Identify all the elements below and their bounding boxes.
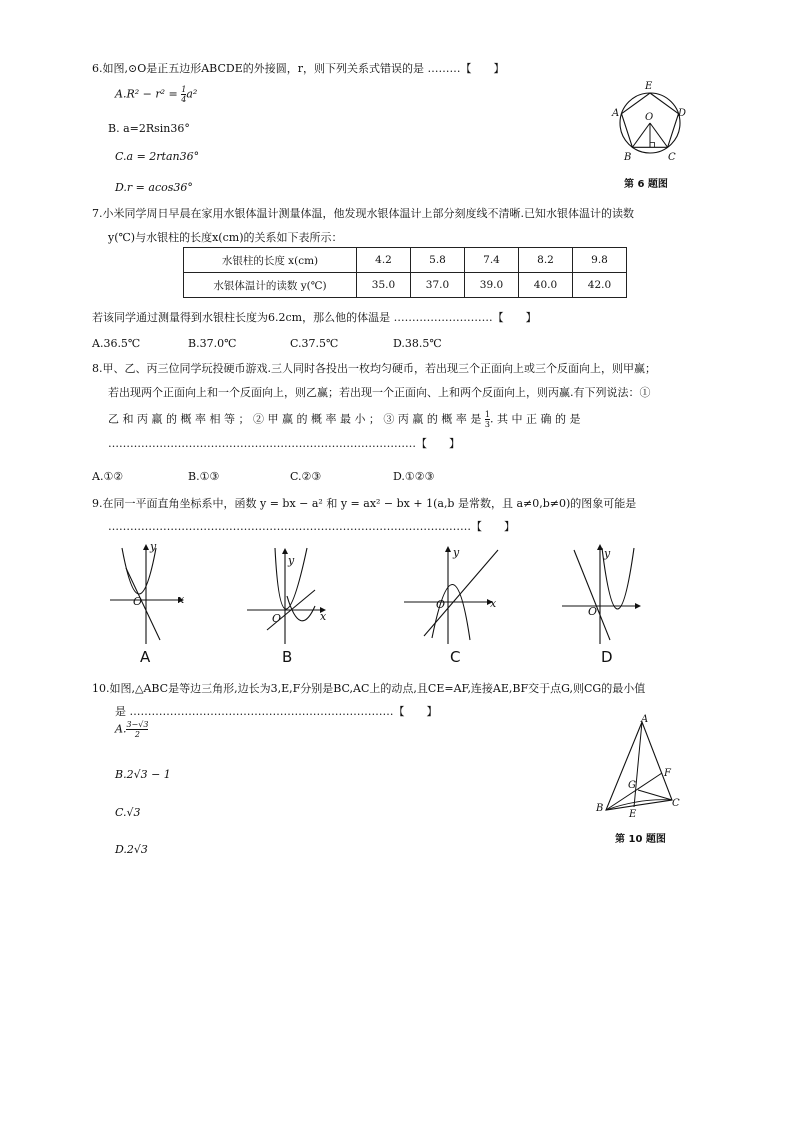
q9-line2: ………………………………………………………………………………………【 】 (108, 520, 515, 533)
q10-option-d[interactable]: D.2√3 (115, 843, 148, 856)
q8-option-b[interactable]: B.①③ (188, 470, 220, 483)
q7-table-y-header: 水银体温计的读数 y(℃) (184, 273, 357, 298)
q6-option-a-den: 4 (181, 95, 187, 104)
q10-option-a-num: 3−√3 (126, 720, 149, 729)
q6-option-a-num: 1 (181, 85, 187, 94)
q7-option-b[interactable]: B.37.0℃ (188, 337, 237, 350)
q6-label-o: O (645, 112, 654, 123)
q7-table-y-cell: 35.0 (357, 273, 411, 298)
table-row (184, 273, 627, 298)
q6-option-d[interactable]: D.r = acos36° (115, 181, 193, 194)
table-row (184, 248, 627, 273)
q6-option-b[interactable]: B. a=2Rsin36° (108, 122, 190, 135)
q7-stem-line2: y(℃)与水银柱的长度x(cm)的关系如下表所示： (108, 231, 343, 244)
q10-option-b[interactable]: B.2√3 − 1 (115, 768, 171, 781)
q9-graph-a-origin: O (133, 595, 143, 608)
q10-line1: 10.如图,△ABC是等边三角形,边长为3,E,F分别是BC,AC上的动点,且CE=AF,连接AE,BF交于点G,则CG的最小值 (92, 682, 646, 695)
q7-table-x-cell: 8.2 (519, 248, 573, 273)
q8-line3 (108, 410, 581, 429)
q10-label-e: E (629, 809, 637, 820)
q8-option-a[interactable]: A.①② (92, 470, 124, 483)
q8-fraction-num: 1 (484, 410, 491, 419)
q10-line2: 是 ………………………………………………………………【 】 (115, 705, 438, 718)
q10-option-a-fraction (126, 720, 148, 739)
q10-figure-caption: 第 10 题图 (615, 834, 666, 845)
q7-table-x-cell: 9.8 (573, 248, 627, 273)
q9-graph-d-label[interactable]: D (601, 648, 613, 666)
q8-line3-post: . 其 中 正 确 的 是 (490, 412, 581, 426)
q7-table-y-cell: 40.0 (519, 273, 573, 298)
q7-table-y-cell: 42.0 (573, 273, 627, 298)
q6-radius-ob (632, 123, 650, 147)
q8-line1: 8.甲、乙、丙三位同学玩投硬币游戏.三人同时各投出一枚均匀硬币，若出现三个正面向上或三个反面向上，则甲赢； (92, 362, 656, 375)
q8-option-c[interactable]: C.②③ (290, 470, 322, 483)
q8-line2: 若出现两个正面向上和一个反面向上，则乙赢；若出现一个正面向、上和两个反面向上，则丙赢.有下列说法：① (108, 386, 651, 399)
q9-graph-b-label[interactable]: B (282, 648, 293, 666)
q9-graph-b-x-label: x (320, 610, 327, 623)
q8-fraction-den: 3 (484, 420, 491, 429)
q7-question: 若该同学通过测量得到水银柱长度为6.2cm，那么他的体温是 ………………………【 】 (92, 311, 537, 324)
x-axis-arrow-icon (635, 603, 641, 609)
q9-graph-b-origin: O (272, 612, 282, 625)
q9-graph-c (402, 540, 502, 645)
y-axis-arrow-icon (143, 544, 149, 550)
q6-option-a-prefix: A.R² − r² = (115, 87, 182, 101)
q10-option-a-prefix: A. (115, 722, 127, 736)
q6-stem: 6.如图,⊙O是正五边形ABCDE的外接圆，r，则下列关系式错误的是 ………【 】 (92, 62, 505, 75)
q7-table-x-cell: 5.8 (411, 248, 465, 273)
q6-label-a: A (612, 108, 620, 119)
q9-graph-a-x-label: x (178, 593, 185, 606)
q9-graph-c-label[interactable]: C (450, 648, 461, 666)
line-graph (287, 596, 315, 621)
q7-table-x-header: 水银柱的长度 x(cm) (184, 248, 357, 273)
q7-table-x-cell: 4.2 (357, 248, 411, 273)
q9-graph-a-y-label: y (150, 540, 157, 553)
q8-line3-pre: 乙 和 丙 赢 的 概 率 相 等 ； ② 甲 赢 的 概 率 最 小 ； ③ 丙 赢 的 概 率 是 (108, 412, 482, 426)
q10-segment-ae (634, 722, 642, 807)
q10-option-c[interactable]: C.√3 (115, 806, 141, 819)
q10-label-g: G (628, 780, 636, 791)
q9-graph-c-x-label: x (490, 597, 497, 610)
q6-label-e: E (645, 81, 653, 92)
q7-table-y-cell: 39.0 (465, 273, 519, 298)
q9-graph-a-label[interactable]: A (140, 648, 151, 666)
q7-option-c[interactable]: C.37.5℃ (290, 337, 339, 350)
q8-option-d[interactable]: D.①②③ (393, 470, 435, 483)
q7-table-x-cell: 7.4 (465, 248, 519, 273)
q6-right-angle-mark (650, 143, 655, 148)
q7-option-a[interactable]: A.36.5℃ (92, 337, 141, 350)
line-graph (126, 568, 160, 640)
q6-label-d: D (678, 108, 687, 119)
q7-table-y-cell: 37.0 (411, 273, 465, 298)
q6-option-a[interactable] (115, 85, 197, 104)
q10-option-a-den: 2 (134, 730, 140, 739)
y-axis-arrow-icon (445, 546, 451, 552)
line-graph (424, 550, 498, 636)
q9-graph-d-y-label: y (604, 547, 611, 560)
q9-line1: 9.在同一平面直角坐标系中，函数 y = bx − a² 和 y = ax² − bx + 1(a,b 是常数，且 a≠0,b≠0)的图象可能是 (92, 497, 637, 510)
parabola-curve (432, 584, 470, 640)
q6-label-c: C (668, 152, 676, 163)
q9-graph-c-origin: O (436, 598, 446, 611)
q6-label-b: B (624, 152, 632, 163)
q9-graph-b-y-label: y (288, 554, 295, 567)
q9-graph-c-y-label: y (453, 546, 460, 559)
q10-label-f: F (664, 768, 671, 779)
q6-radius-oc (650, 123, 668, 147)
q10-label-a: A (641, 714, 649, 725)
q7-option-d[interactable]: D.38.5℃ (393, 337, 442, 350)
q9-graph-d-origin: O (588, 605, 598, 618)
q10-option-a[interactable] (115, 720, 148, 739)
q8-line4: …………………………………………………………………………【 】 (108, 437, 460, 450)
q10-segment-cg (638, 790, 672, 800)
q6-option-a-suffix: a² (186, 87, 198, 101)
q7-stem-line1: 7.小米同学周日早晨在家用水银体温计测量体温，他发现水银体温计上部分刻度线不清晰.已知水银体温计的读数 (92, 207, 634, 220)
q6-figure-caption: 第 6 题图 (624, 179, 668, 190)
q6-option-c[interactable]: C.a = 2rtan36° (115, 150, 200, 163)
q10-label-c: C (672, 798, 680, 809)
q10-label-b: B (596, 803, 604, 814)
q7-data-table (183, 247, 627, 298)
